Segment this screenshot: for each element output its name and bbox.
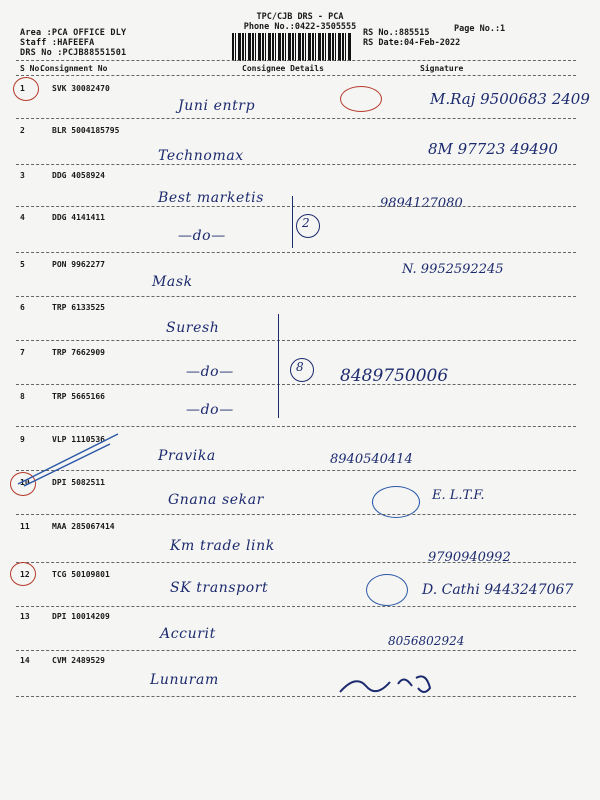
consignee-ditto: —do— [186, 402, 234, 418]
row-number: 14 [20, 656, 30, 665]
divider [16, 75, 576, 76]
signature: 8489750006 [340, 366, 449, 386]
consignment-number: DDG 4058924 [52, 171, 105, 180]
signature: N. 9952592245 [402, 262, 504, 277]
barcode [232, 33, 352, 61]
divider [16, 340, 576, 341]
col-sno: S No. [20, 64, 45, 73]
consignment-number: SVK 30082470 [52, 84, 110, 93]
divider [16, 60, 576, 61]
row-number: 11 [20, 522, 30, 531]
page-number: Page No.:1 [454, 24, 506, 34]
stamp-mark [340, 86, 382, 112]
signature: E. L.T.F. [432, 488, 485, 503]
signature: 8940540414 [330, 452, 413, 467]
circle-mark [10, 562, 36, 586]
row-number: 13 [20, 612, 30, 621]
consignee-ditto: —do— [186, 364, 234, 380]
header-center [220, 12, 380, 32]
signature: 8056802924 [388, 634, 465, 648]
row-number: 5 [20, 260, 25, 269]
consignee-name: Suresh [166, 320, 220, 336]
header-left [20, 28, 126, 58]
consignment-number: MAA 285067414 [52, 522, 115, 531]
row-number: 9 [20, 435, 25, 444]
consignee-name: Gnana sekar [168, 492, 264, 508]
signature: M.Raj 9500683 2409 [430, 90, 590, 108]
signature: 8M 97723 49490 [428, 140, 558, 158]
divider [16, 514, 576, 515]
bracket-mark [292, 196, 293, 248]
rs-number: RS No.:885515 [363, 28, 430, 38]
consignee-name: Pravika [158, 448, 216, 464]
consignee-name: Technomax [158, 148, 244, 164]
row-number: 12 [20, 570, 30, 579]
pen-stroke [14, 430, 124, 490]
consignment-number: VLP 1110536 [52, 435, 105, 444]
row-number: 4 [20, 213, 25, 222]
stamp-mark [366, 574, 408, 606]
row-number: 8 [20, 392, 25, 401]
area-label: Area :PCA OFFICE DLY [20, 28, 127, 38]
divider [16, 650, 576, 651]
consignment-number: DPI 10014209 [52, 612, 110, 621]
header-right [363, 28, 460, 48]
divider [16, 118, 576, 119]
staff-label: Staff :HAFEEFA [20, 38, 95, 48]
count-note: 2 [302, 216, 310, 230]
consignee-name: SK transport [170, 580, 269, 596]
consignment-number: TCG 50109801 [52, 570, 110, 579]
row-number: 2 [20, 126, 25, 135]
consignee-name: Best marketis [158, 190, 265, 206]
col-consignment: Consignment No [40, 64, 108, 73]
row-number: 3 [20, 171, 25, 180]
consignment-number: DPI 5082511 [52, 478, 105, 487]
phone-number: Phone No.:0422-3505555 [243, 22, 357, 32]
divider [16, 606, 576, 607]
sheet-title: TPC/CJB DRS - PCA [256, 12, 344, 22]
row-number: 7 [20, 348, 25, 357]
consignee-name: Accurit [160, 626, 216, 642]
circle-mark [13, 77, 39, 101]
count-note: 8 [296, 360, 304, 374]
divider [16, 296, 576, 297]
consignee-name: Juni entrp [178, 98, 256, 114]
consignment-number: TRP 5665166 [52, 392, 105, 401]
consignment-number: DDG 4141411 [52, 213, 105, 222]
consignee-name: Lunuram [150, 672, 219, 688]
divider [16, 252, 576, 253]
rs-date: RS Date:04-Feb-2022 [363, 38, 461, 48]
consignment-number: TRP 7662909 [52, 348, 105, 357]
consignment-number: PON 9962277 [52, 260, 105, 269]
divider [16, 164, 576, 165]
bracket-mark [278, 314, 279, 418]
row-number: 10 [20, 478, 30, 487]
row-number: 1 [20, 84, 25, 93]
consignment-number: TRP 6133525 [52, 303, 105, 312]
signature-scribble [336, 664, 466, 704]
consignee-name: Mask [152, 274, 193, 290]
col-consignee: Consignee Details [242, 64, 324, 73]
consignment-number: BLR 5004185795 [52, 126, 120, 135]
divider [16, 384, 576, 385]
consignee-name: Km trade link [170, 538, 275, 554]
signature: 9790940992 [428, 550, 511, 565]
col-signature: Signature [420, 64, 464, 73]
signature: D. Cathi 9443247067 [422, 582, 574, 598]
divider [16, 426, 576, 427]
row-number: 6 [20, 303, 25, 312]
divider [16, 696, 576, 697]
consignment-number: CVM 2489529 [52, 656, 105, 665]
divider [16, 562, 576, 563]
divider [16, 206, 576, 207]
signature: 9894127080 [380, 196, 463, 211]
drs-number: DRS No :PCJB88551501 [20, 48, 127, 58]
consignee-ditto: —do— [178, 228, 226, 244]
